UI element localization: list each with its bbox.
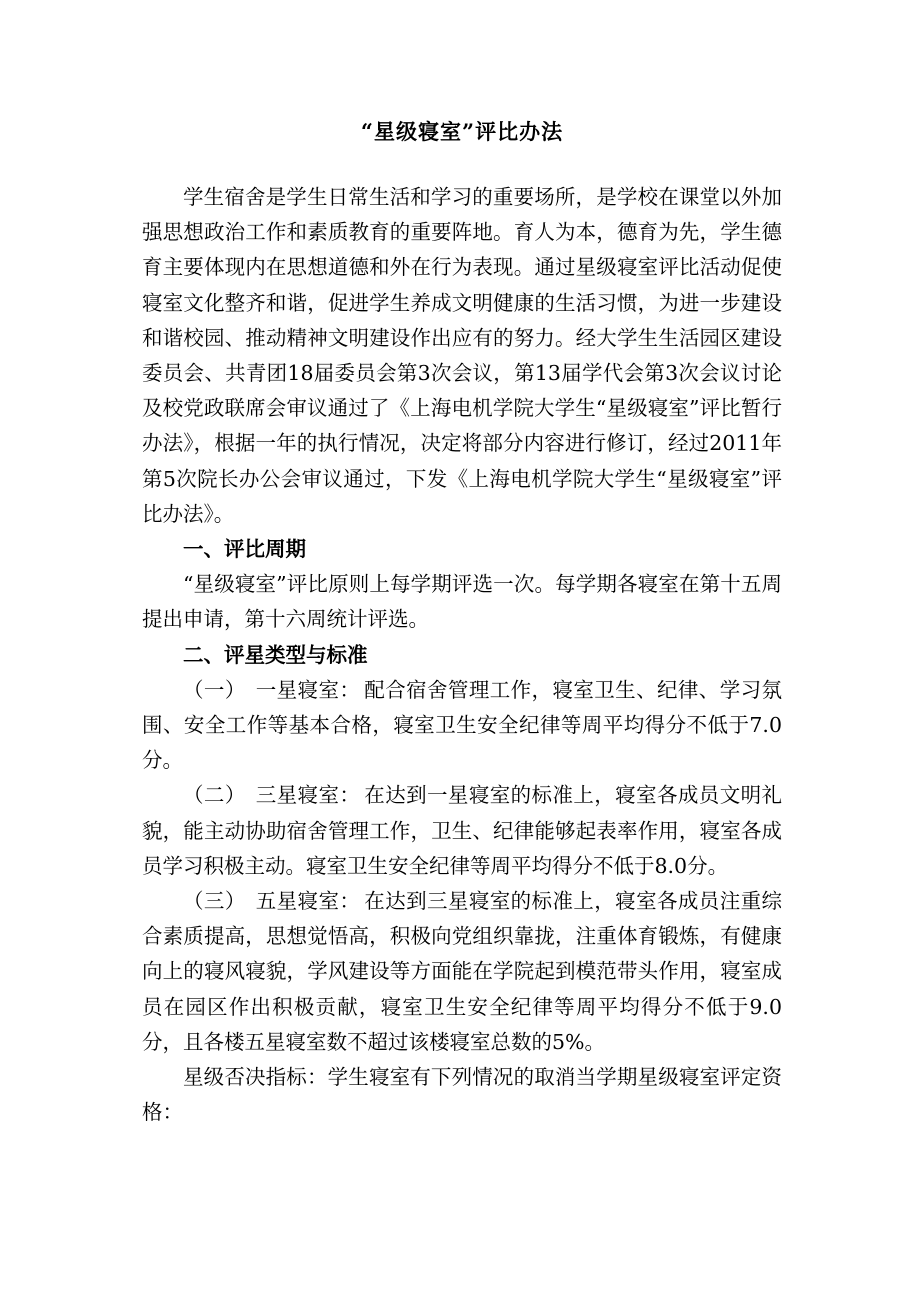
- section-heading-cycle: 一、评比周期: [183, 537, 306, 562]
- item-text: 配合宿舍管理工作，寝室卫生、纪律、学习氛围、安全工作等基本合格，寝室卫生安全纪律等周平均得分不低于7.0分。: [142, 677, 783, 773]
- item-number: （二）: [183, 783, 246, 808]
- section-heading-standards: 二、评星类型与标准: [183, 642, 368, 667]
- item-label: 一星寝室：: [255, 677, 361, 702]
- document-title: “星级寝室”评比办法: [360, 119, 564, 144]
- cycle-paragraph: “星级寝室”评比原则上每学期评选一次。每学期各寝室在第十五周提出申请，第十六周统计评选。: [142, 572, 782, 632]
- intro-paragraph: 学生宿舍是学生日常生活和学习的重要场所，是学校在课堂以外加强思想政治工作和素质教育的重要阵地。育人为本，德育为先，学生德育主要体现内在思想道德和外在行为表现。通过星级寝室评比活动促使寝室文化整齐和谐，促进学生养成文明健康的生活习惯，为进一步建设和谐校园、推动精神文明建设作出应有的努力。经大学生生活园区建设委员会、共青团18届委员会第3次会议，第13届学代会第3次会议讨论及校党政联席会审议通过了《上海电机学院大学生“星级寝室”评比暂行办法》，根据一年的执行情况，决定将部分内容进行修订，经过2011年第5次院长办公会审议通过，下发《上海电机学院大学生“星级寝室”评比办法》。: [142, 185, 782, 526]
- item-number: （一）: [183, 677, 246, 702]
- standard-five-star: [142, 884, 782, 1060]
- veto-paragraph: 星级否决指标：学生寝室有下列情况的取消当学期星级寝室评定资格：: [142, 1065, 782, 1125]
- item-label: 五星寝室：: [255, 889, 361, 914]
- document-page: [142, 112, 782, 1130]
- item-label: 三星寝室：: [255, 783, 361, 808]
- standard-three-star: [142, 778, 782, 884]
- item-text: 在达到一星寝室的标准上，寝室各成员文明礼貌，能主动协助宿舍管理工作，卫生、纪律能够起表率作用，寝室各成员学习积极主动。寝室卫生安全纪律等周平均得分不低于8.0分。: [142, 783, 783, 878]
- standard-one-star: [142, 673, 782, 779]
- item-text: 在达到三星寝室的标准上，寝室各成员注重综合素质提高，思想觉悟高，积极向党组织靠拢，注重体育锻炼，有健康向上的寝风寝貌，学风建设等方面能在学院起到模范带头作用，寝室成员在园区作出积极贡献，寝室卫生安全纪律等周平均得分不低于9.0分，且各楼五星寝室数不超过该楼寝室总数的5%。: [142, 889, 783, 1054]
- item-number: （三）: [183, 889, 246, 914]
